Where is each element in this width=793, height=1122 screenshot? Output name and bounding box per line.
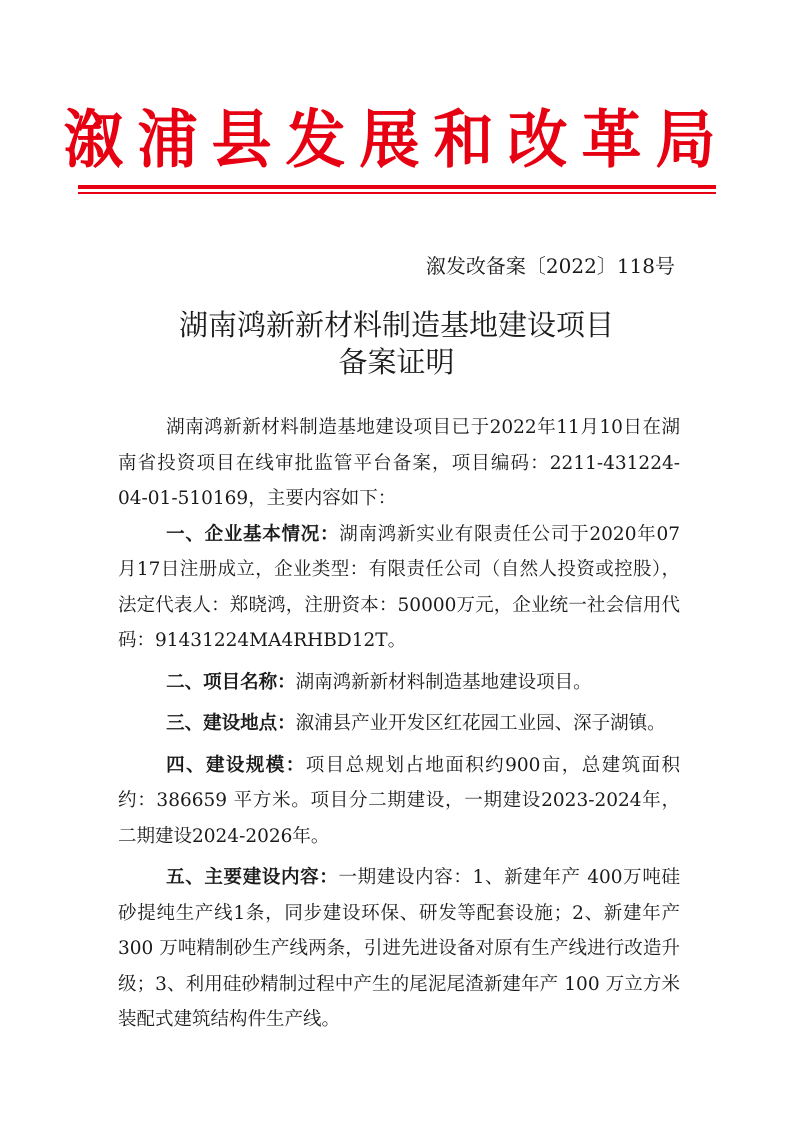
section-text: 湖南鸿新实业有限责任公司于2020年07月17日注册成立，企业类型：有限责任公司（自然人投资或控股），法定代表人：郑晓鸿，注册资本：50000万元，企业统一社会信用代码：91431224MA4RHBD12T。 — [118, 523, 680, 651]
document-body — [118, 410, 680, 1044]
section-location — [118, 706, 680, 742]
section-text: 一期建设内容：1、新建年产 400万吨硅砂提纯生产线1条，同步建设环保、研发等配套设施；2、新建年产 300 万吨精制砂生产线两条，引进先进设备对原有生产线进行改造升级；3、利用硅砂精制过程中产生的尾泥尾渣新建年产 100 万立方米装配式建筑结构件生产线。 — [118, 867, 680, 1030]
issuing-authority-header: 溆浦县发展和改革局 — [63, 103, 730, 177]
section-main-content — [118, 860, 680, 1038]
section-heading: 三、建设地点： — [166, 713, 296, 734]
section-heading: 二、项目名称： — [166, 671, 296, 693]
document-title-line1: 湖南鸿新新材料制造基地建设项目 — [178, 308, 614, 342]
section-project-name — [118, 665, 680, 701]
header-rule-thin — [78, 192, 716, 194]
section-enterprise-info — [118, 517, 680, 659]
intro-paragraph: 湖南鸿新新材料制造基地建设项目已于2022年11月10日在湖南省投资项目在线审批监管平台备案，项目编码：2211-431224-04-01-510169，主要内容如下： — [118, 417, 680, 509]
section-text: 项目总规划占地面积约900亩，总建筑面积约：386659 平方米。项目分二期建设，一期建设2023-2024年，二期建设2024-2026年。 — [118, 754, 680, 847]
section-heading: 一、企业基本情况： — [166, 523, 340, 545]
section-heading: 五、主要建设内容： — [166, 867, 339, 888]
document-title-line2: 备案证明 — [338, 345, 455, 379]
section-scale — [118, 748, 680, 855]
section-text: 溆浦县产业开发区红花园工业园、深子湖镇。 — [295, 713, 666, 734]
section-heading: 四、建设规模： — [166, 754, 306, 776]
document-number: 溆发改备案〔2022〕118号 — [425, 254, 675, 278]
section-text: 湖南鸿新新材料制造基地建设项目。 — [295, 671, 592, 693]
header-rule-thick — [78, 185, 716, 189]
